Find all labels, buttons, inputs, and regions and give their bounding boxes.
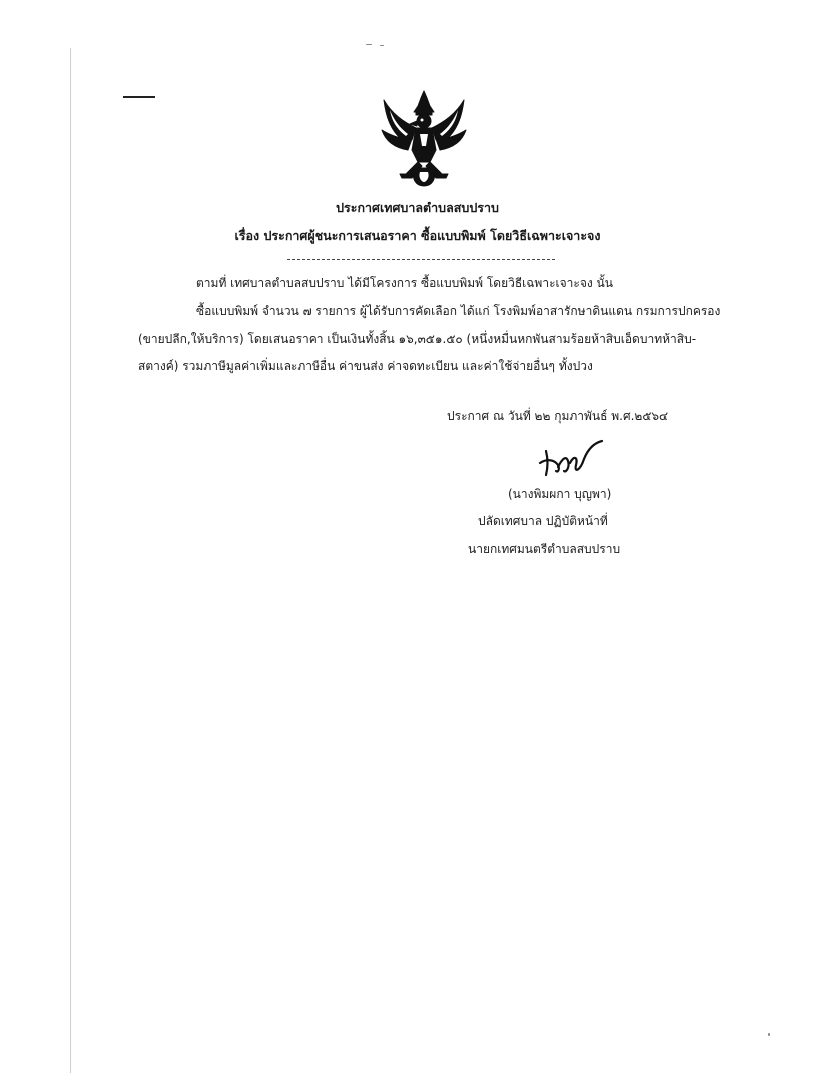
handwritten-signature-icon <box>536 437 606 481</box>
signatory-position-1: ปลัดเทศบาล ปฏิบัติหน้าที่ <box>478 514 608 528</box>
garuda-emblem-icon <box>376 88 472 188</box>
body-line-1: ตามที่ เทศบาลตำบลสบปราบ ได้มีโครงการ ซื้อแบบพิมพ์ โดยวิธีเฉพาะเจาะจง นั้น <box>196 276 613 290</box>
signatory-position-2: นายกเทศมนตรีตำบลสบปราบ <box>468 542 621 556</box>
body-line-2: ซื้อแบบพิมพ์ จำนวน ๗ รายการ ผู้ได้รับการคัดเลือก ได้แก่ โรงพิมพ์อาสารักษาดินแดน กรมการปกครอง <box>196 304 721 318</box>
title-divider <box>287 259 555 260</box>
body-line-4: สตางค์) รวมภาษีมูลค่าเพิ่มและภาษีอื่น ค่าขนส่ง ค่าจดทะเบียน และค่าใช้จ่ายอื่นๆ ทั้งปวง <box>138 359 593 373</box>
announcement-subject: เรื่อง ประกาศผู้ชนะการเสนอราคา ซื้อแบบพิมพ์ โดยวิธีเฉพาะเจาะจง <box>234 228 601 243</box>
margin-mark <box>123 96 155 98</box>
scan-speck <box>768 1033 770 1036</box>
signatory-name: (นางพิมผกา บุญพา) <box>508 487 612 501</box>
announcement-date: ประกาศ ณ วันที่ ๒๒ กุมภาพันธ์ พ.ศ.๒๕๖๔ <box>447 409 669 423</box>
scan-speck <box>366 44 372 45</box>
body-line-3: (ขายปลีก,ให้บริการ) โดยเสนอราคา เป็นเงินทั้งสิ้น ๑๖,๓๕๑.๕๐ (หนึ่งหมื่นหกพันสามร้อยห้าสิบเอ็ดบาทห้าสิบ- <box>138 332 697 346</box>
scan-speck <box>380 45 384 46</box>
announcement-title: ประกาศเทศบาลตำบลสบปราบ <box>336 200 499 215</box>
